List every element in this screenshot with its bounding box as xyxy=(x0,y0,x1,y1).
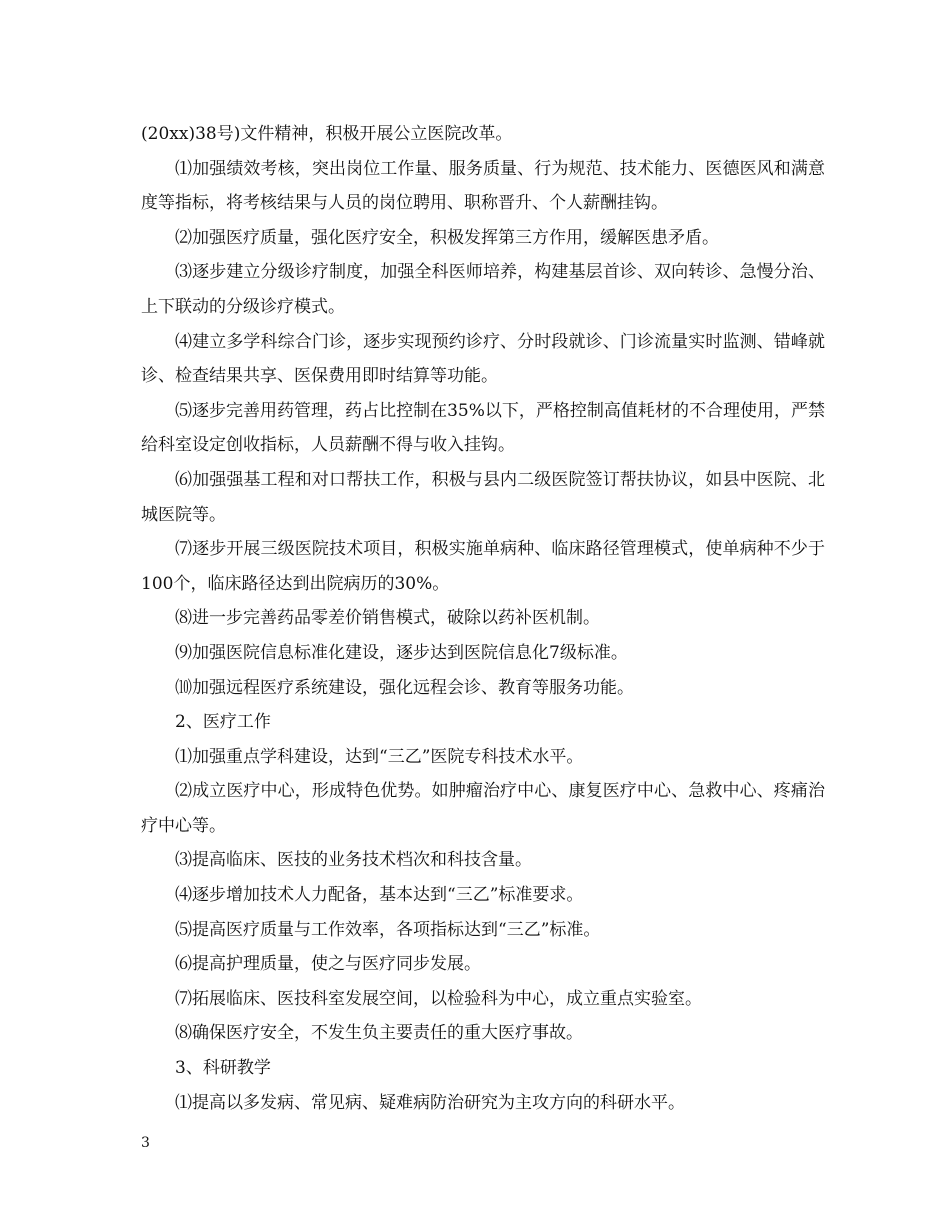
page-number: 3 xyxy=(141,1135,150,1151)
paragraph-20: ⑻确保医疗安全，不发生负主要责任的重大医疗事故。 xyxy=(175,1023,583,1044)
paragraph-14: ⑵成立医疗中心，形成特色优势。如肿瘤治疗中心、康复医疗中心、急救中心、疼痛治疗中心等。 xyxy=(141,781,825,836)
section-heading-medical-work: 2、医疗工作 xyxy=(175,712,271,733)
paragraph-5: ⑷建立多学科综合门诊，逐步实现预约诊疗、分时段就诊、门诊流量实时监测、错峰就诊、检查结果共享、医保费用即时结算等功能。 xyxy=(141,331,825,387)
paragraph-1: (20xx)38号)文件精神，积极开展公立医院改革。 xyxy=(141,124,513,144)
paragraph-8: ⑺逐步开展三级医院技术项目，积极实施单病种、临床路径管理模式，使单病种不少于100个，临床路径达到出院病历的30%。 xyxy=(141,539,825,594)
paragraph-2: ⑴加强绩效考核，突出岗位工作量、服务质量、行为规范、技术能力、医德医风和满意度等指标，将考核结果与人员的岗位聘用、职称晋升、个人薪酬挂钩。 xyxy=(141,158,825,214)
paragraph-9: ⑻进一步完善药品零差价销售模式，破除以药补医机制。 xyxy=(175,608,600,629)
paragraph-10: ⑼加强医院信息标准化建设，逐步达到医院信息化7级标准。 xyxy=(175,642,628,663)
document-body xyxy=(141,117,825,1120)
section-heading-research-teaching: 3、科研教学 xyxy=(175,1058,271,1079)
paragraph-3: ⑵加强医疗质量，强化医疗安全，积极发挥第三方作用，缓解医患矛盾。 xyxy=(175,227,719,248)
paragraph-17: ⑸提高医疗质量与工作效率，各项指标达到“三乙”标准。 xyxy=(175,919,601,940)
paragraph-11: ⑽加强远程医疗系统建设，强化远程会诊、教育等服务功能。 xyxy=(175,677,634,698)
paragraph-6: ⑸逐步完善用药管理，药占比控制在35%以下，严格控制高值耗材的不合理使用，严禁给科室设定创收指标，人员薪酬不得与收入挂钩。 xyxy=(141,400,825,456)
paragraph-15: ⑶提高临床、医技的业务技术档次和科技含量。 xyxy=(175,850,532,871)
paragraph-22: ⑴提高以多发病、常见病、疑难病防治研究为主攻方向的科研水平。 xyxy=(175,1092,685,1113)
paragraph-16: ⑷逐步增加技术人力配备，基本达到“三乙”标准要求。 xyxy=(175,885,584,906)
paragraph-4: ⑶逐步建立分级诊疗制度，加强全科医师培养，构建基层首诊、双向转诊、急慢分治、上下联动的分级诊疗模式。 xyxy=(141,262,825,317)
paragraph-19: ⑺拓展临床、医技科室发展空间，以检验科为中心，成立重点实验室。 xyxy=(175,988,702,1009)
paragraph-18: ⑹提高护理质量，使之与医疗同步发展。 xyxy=(175,954,481,975)
paragraph-13: ⑴加强重点学科建设，达到“三乙”医院专科技术水平。 xyxy=(175,746,584,767)
paragraph-7: ⑹加强强基工程和对口帮扶工作，积极与县内二级医院签订帮扶协议，如县中医院、北城医院等。 xyxy=(141,469,825,525)
